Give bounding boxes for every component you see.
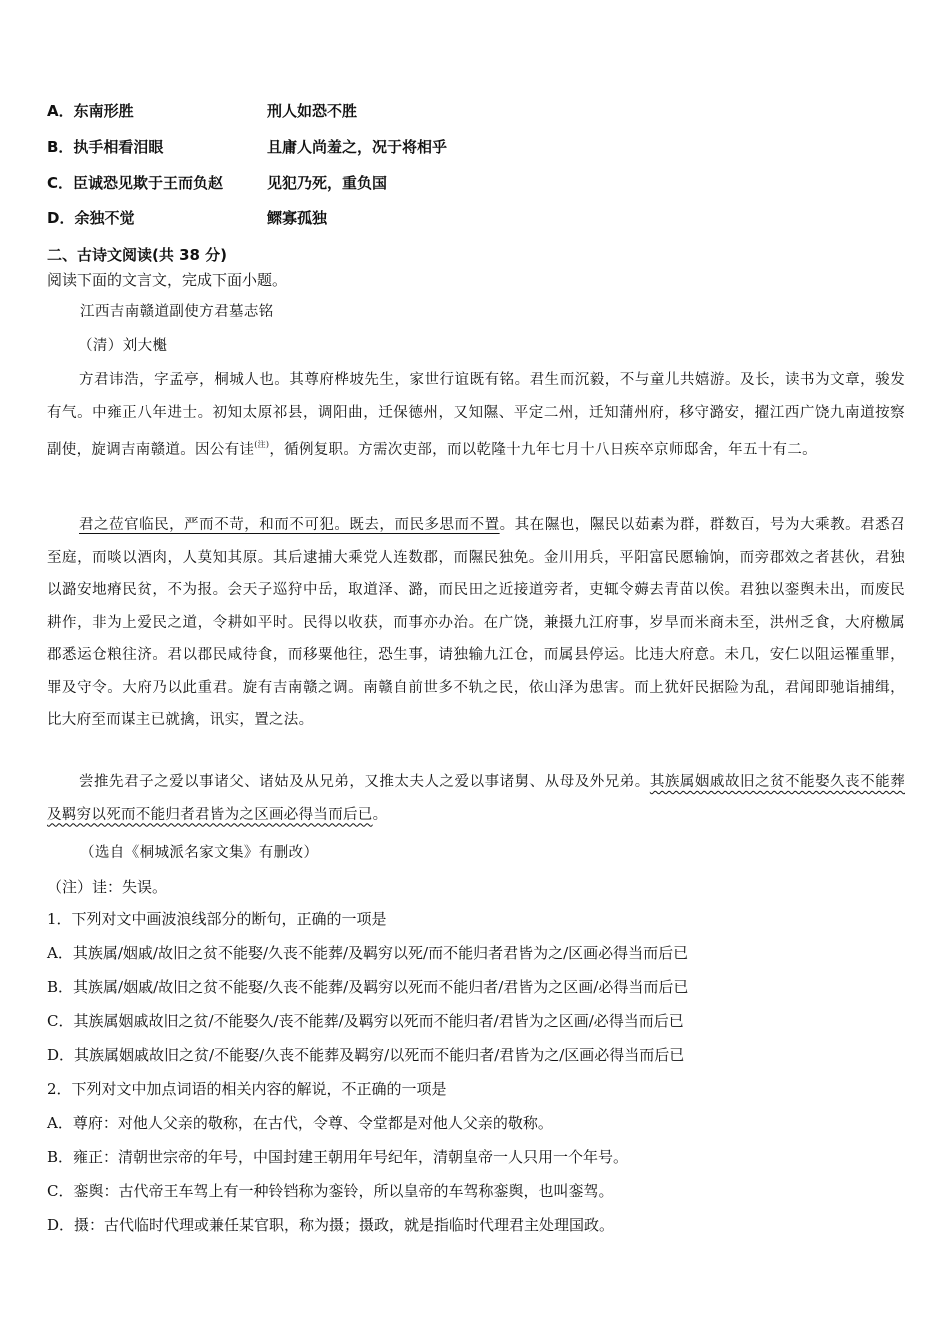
passage-paragraph-1 bbox=[47, 364, 905, 467]
paragraph-text: 。 bbox=[372, 806, 388, 823]
option-left: A．东南形胜 bbox=[47, 102, 134, 120]
question-2-option-a: A．尊府：对他人父亲的敬称，在古代，令尊、令堂都是对他人父亲的敬称。 bbox=[47, 1114, 553, 1132]
question-1-option-a: A．其族属/姻戚/故旧之贫不能娶/久丧不能葬/及羁穷以死/而不能归者君皆为之/区画必得当而后已 bbox=[47, 944, 689, 962]
passage-title: 江西吉南赣道副使方君墓志铭 bbox=[80, 304, 274, 320]
option-left: B．执手相看泪眼 bbox=[47, 138, 164, 156]
passage-author: （清）刘大櫆 bbox=[78, 338, 168, 354]
underlined-sentence: 君之莅官临民，严而不苛，和而不可犯。既去，而民多思而不置 bbox=[79, 517, 500, 533]
option-left: C．臣诚恐见欺于王而负赵 bbox=[47, 174, 224, 192]
question-2-option-d: D．摄：古代临时代理或兼任某官职，称为摄；摄政，就是指临时代理君主处理国政。 bbox=[47, 1216, 615, 1234]
paragraph-text: ，循例复职。方需次吏部，而以乾隆十九年七月十八日疾卒京师邸舍，年五十有二。 bbox=[269, 442, 817, 458]
option-left: D．余独不觉 bbox=[47, 209, 135, 227]
question-2-option-b: B．雍正：清朝世宗帝的年号，中国封建王朝用年号纪年，清朝皇帝一人只用一个年号。 bbox=[47, 1148, 629, 1166]
paragraph-text: 尝推先君子之爱以事诸父、诸姑及从兄弟，又推太夫人之爱以事诸舅、从母及外兄弟。 bbox=[79, 774, 650, 790]
option-row-c bbox=[47, 173, 387, 193]
option-right: 鳏寡孤独 bbox=[267, 209, 328, 227]
question-1-stem: 1．下列对文中画波浪线部分的断句，正确的一项是 bbox=[47, 910, 387, 928]
wavy-underlined-sentence: 其族属姻戚故旧之贫不能娶久丧不能葬及羁穷以死而不能归者君皆为之区画必得当而后已 bbox=[47, 774, 905, 823]
paragraph-text: 方君讳浩，字孟亭，桐城人也。其尊府桦坡先生，家世行谊既有铭。君生而沉毅，不与童儿共嬉游。及长，读书为文章，骏发有气。中雍正八年进士。初知太原祁县，调阳曲，迁保德州，又知隰、平定二州，迁知蒲州府，移守潞安，擢江西广饶九南道按察副使，旋调吉南赣道。因公有诖 bbox=[47, 372, 905, 458]
option-row-a bbox=[47, 101, 357, 121]
option-right: 见犯乃死，重负国 bbox=[267, 174, 388, 192]
question-1-option-d: D．其族属姻戚故旧之贫/不能娶/久丧不能葬及羁穷/以死而不能归者/君皆为之/区画必得当而后已 bbox=[47, 1046, 685, 1064]
question-2-stem: 2．下列对文中加点词语的相关内容的解说，不正确的一项是 bbox=[47, 1080, 447, 1098]
question-1-option-c: C．其族属姻戚故旧之贫/不能娶久/丧不能葬/及羁穷以死而不能归者/君皆为之区画/必得当而后已 bbox=[47, 1012, 684, 1030]
passage-source: （选自《桐城派名家文集》有删改） bbox=[80, 845, 319, 861]
section-instruction: 阅读下面的文言文，完成下面小题。 bbox=[47, 271, 288, 289]
section-heading: 二、古诗文阅读(共 38 分) bbox=[47, 246, 228, 264]
option-right: 且庸人尚羞之，况于将相乎 bbox=[267, 138, 448, 156]
option-row-b bbox=[47, 137, 447, 157]
passage-paragraph-3 bbox=[47, 766, 905, 831]
paragraph-text: 。其在隰也，隰民以茹素为群，群数百，号为大乘教。君悉召至庭，而啖以酒肉，人莫知其原。其后逮捕大乘党人连数郡，而隰民独免。金川用兵，平阳富民愿输饷，而旁郡效之者甚伙，君独以潞安地瘠民贫，不为报。会天子巡狩中岳，取道泽、潞，而民田之近接道旁者，吏辄令薅去青苗以俟。君独以銮舆未出，而废民耕作，非为上爱民之道，令耕如平时。民得以收获，而事亦办治。在广饶，兼摄九江府事，岁旱而米商未至，洪州乏食，大府檄属郡悉运仓粮往济。君以郡民咸待食，而移粟他往，恐生事，请独输九江仓，而属县停运。比违大府意。未几，安仁以阻运罹重罪，罪及守令。大府乃以此重君。旋有吉南赣之调。南赣自前世多不轨之民，依山泽为患害。而上犹奸民据险为乱，君闻即驰诣捕缉，比大府至而谋主已就擒，讯实，置之法。 bbox=[47, 517, 905, 728]
passage-note: （注）诖：失误。 bbox=[47, 878, 168, 896]
question-1-option-b: B．其族属/姻戚/故旧之贫不能娶/久丧不能葬/及羁穷以死而不能归者/君皆为之区画/必得当而后已 bbox=[47, 978, 689, 996]
question-2-option-c: C．銮舆：古代帝王车驾上有一种铃铛称为銮铃，所以皇帝的车驾称銮舆，也叫銮驾。 bbox=[47, 1182, 614, 1200]
passage-paragraph-2 bbox=[47, 509, 905, 737]
note-marker: (注) bbox=[254, 440, 270, 449]
option-row-d bbox=[47, 208, 327, 228]
option-right: 刑人如恐不胜 bbox=[267, 102, 358, 120]
